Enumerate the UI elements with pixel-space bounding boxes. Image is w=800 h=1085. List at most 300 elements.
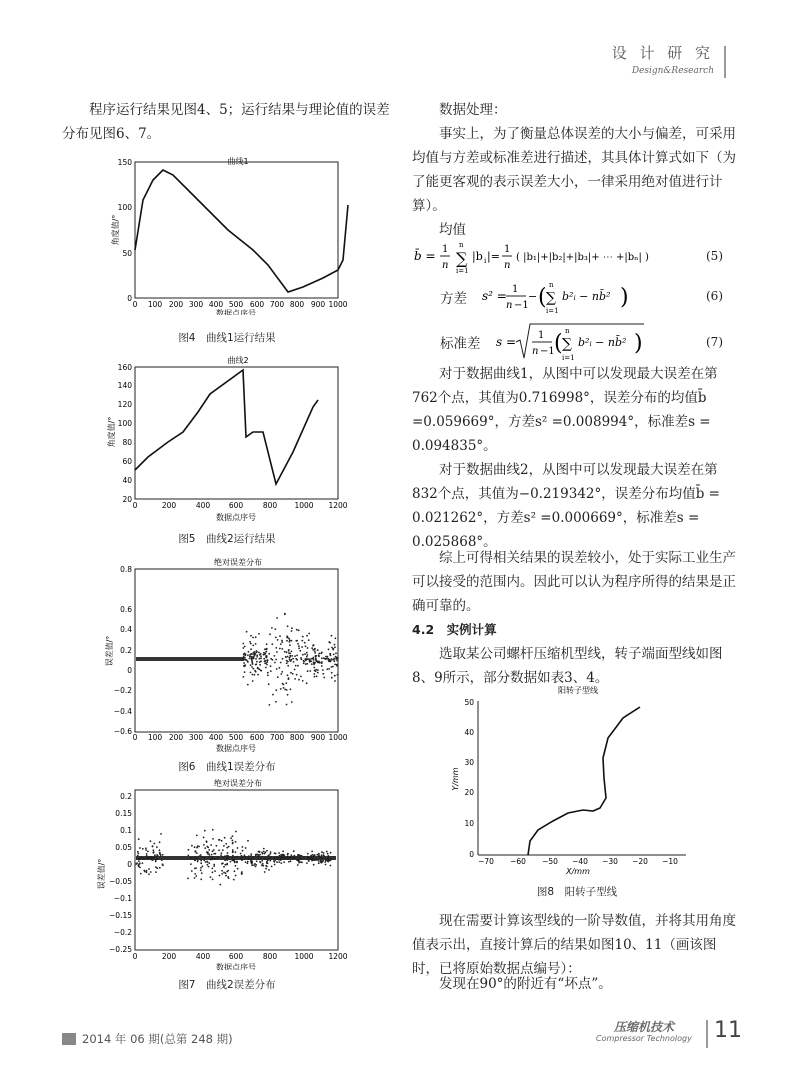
figure-6-point [260,655,262,657]
figure-7-point [270,858,272,860]
svg-text:120: 120 [117,400,132,409]
figure-6-point [274,662,276,664]
figure-7-point [310,855,312,857]
figure-7-point [152,859,154,861]
svg-text:10: 10 [464,819,474,828]
para-curve2: 对于数据曲线2，从图中可以发现最大误差在第832个点，其值为−0.219342°，误差分布均值b̄ = 0.021262°，方差s² =0.000669°，标准差s = 0.025868°。 [412,462,720,550]
figure-7-point [261,864,263,866]
figure-6-point [258,668,260,670]
figure-6-point [335,637,337,639]
footer-marker [62,1033,76,1045]
figure-6-point [266,657,268,659]
figure-6-point [293,661,295,663]
figure-7-point [283,858,285,860]
svg-text:0.2: 0.2 [120,646,132,655]
figure-6-point [322,673,324,675]
figure-7-point [271,866,273,868]
figure-6-point [249,641,251,643]
figure-7-point [142,848,144,850]
figure-6-point [333,654,335,656]
svg-text:160: 160 [117,363,132,372]
figure-7-point [306,862,308,864]
figure-7-point [221,873,223,875]
figure-7-point [191,845,193,847]
figure-7-point [301,862,303,864]
figure-6-point [311,647,313,649]
svg-text:100: 100 [147,300,163,309]
figure-6-point [281,671,283,673]
figure-7-point [245,861,247,863]
figure-7-point [223,845,225,847]
svg-text:∑: ∑ [456,249,468,268]
figure-6-point [303,661,305,663]
figure-7-point [278,861,280,863]
figure-6-point [252,645,254,647]
figure-6-dense-band [136,657,244,661]
figure-6-point [270,665,272,667]
figure-6-xlabel: 数据点序号 [216,744,256,753]
figure-6-point [328,659,330,661]
figure-6-point [314,648,316,650]
figure-7-point [297,864,299,866]
figure-6-point [304,642,306,644]
figure-6-point [309,658,311,660]
figure-7-point [325,858,327,860]
figure-6-point [301,640,303,642]
figure-6-point [280,643,282,645]
svg-text:−0.2: −0.2 [113,928,132,937]
figure-7-point [264,853,266,855]
figure-7-point [326,851,328,853]
figure-6-point [270,670,272,672]
figure-6-point [313,663,315,665]
figure-7-point [214,858,216,860]
figure-6-point [318,661,320,663]
figure-7-point [237,868,239,870]
figure-5-caption: 图5 曲线2运行结果 [178,533,276,545]
figure-7-point [141,857,143,859]
figure-6-point [287,674,289,676]
figure-7-point [248,857,250,859]
svg-text:0: 0 [127,666,132,675]
figure-7-point [159,849,161,851]
figure-7-point [153,843,155,845]
figure-7-point [215,853,217,855]
figure-6-point [311,663,313,665]
figure-6-point [336,660,338,662]
figure-6-point [250,648,252,650]
figure-7-point [268,854,270,856]
figure-7-point [253,856,255,858]
para-derivative: 现在需要计算该型线的一阶导数值，并将其用角度值表示出，直接计算后的结果如图10、11（画该图时，已将原始数据点编号）： [412,913,736,977]
figure-7-point [307,856,309,858]
svg-text:∑: ∑ [546,290,556,306]
figure-7-point [266,850,268,852]
figure-7-point [200,860,202,862]
figure-6-point [328,641,330,643]
figure-6-point [315,669,317,671]
figure-6-point [283,684,285,686]
figure-6-point [271,627,273,629]
figure-6-point [256,661,258,663]
figure-7-point [241,855,243,857]
svg-text:−0.15: −0.15 [109,911,132,920]
figure-7-point [241,859,243,861]
svg-text:|=: |= [487,250,500,263]
figure-6-point [281,648,283,650]
figure-7-point [204,830,206,832]
figure-6-point [265,651,267,653]
figure-6-point [275,637,277,639]
equation-6-number: (6) [706,289,723,303]
figure-6-point [282,658,284,660]
figure-8-chart [448,683,708,875]
figure-7-point [258,855,260,857]
figure-7-point [247,840,249,842]
equation-5 [412,238,742,278]
figure-7-point [226,863,228,865]
figure-7-point [245,847,247,849]
figure-7-point [250,853,252,855]
figure-6-point [274,655,276,657]
figure-7-point [290,858,292,860]
figure-7-point [322,857,324,859]
figure-7-title: 绝对误差分布 [214,779,262,788]
figure-6-point [252,637,254,639]
equation-6 [480,278,680,318]
figure-7-point [263,848,265,850]
figure-7-point [283,854,285,856]
figure-7-point [153,857,155,859]
figure-7-point [274,864,276,866]
figure-7-point [228,877,230,879]
svg-text:600: 600 [249,733,265,742]
figure-6-point [267,660,269,662]
figure-7-point [195,850,197,852]
figure-6-point [315,670,317,672]
svg-text:800: 800 [262,501,278,510]
figure-7-point [232,851,234,853]
figure-7-point [191,870,193,872]
svg-text:−40: −40 [572,857,588,866]
figure-7-point [227,855,229,857]
figure-6-point [329,653,331,655]
para-intro: 事实上，为了衡量总体误差的大小与偏差，可采用均值与方差或标准差进行描述，其具体计算式如下（为了能更客观的表示误差大小，一律采用绝对值进行计算）。 [412,126,736,214]
figure-7-point [218,849,220,851]
figure-6-point [309,670,311,672]
figure-6-point [266,648,268,650]
figure-6-point [288,650,290,652]
figure-7-point [210,844,212,846]
figure-6-point [286,635,288,637]
figure-7-point [144,871,146,873]
figure-6-point [295,640,297,642]
figure-7-point [300,858,302,860]
figure-7-point [159,854,161,856]
figure-7-point [256,854,258,856]
figure-7-point [222,857,224,859]
figure-7-point [240,853,242,855]
svg-text:−10: −10 [662,857,678,866]
svg-text:0.2: 0.2 [120,792,132,801]
svg-text:1: 1 [538,330,545,341]
figure-6-point [252,680,254,682]
figure-6-point [283,687,285,689]
figure-6-point [321,657,323,659]
figure-7-point [224,864,226,866]
svg-text:800: 800 [262,952,278,961]
figure-7-point [203,837,205,839]
figure-6-point [320,653,322,655]
svg-text:1200: 1200 [328,501,348,510]
figure-7-point [200,879,202,881]
figure-7-point [161,859,163,861]
figure-6-point [253,657,255,659]
figure-7-point [244,854,246,856]
svg-text:1000: 1000 [294,952,314,961]
svg-text:n: n [504,260,511,271]
figure-5 [88,352,358,524]
svg-text:400: 400 [208,733,224,742]
figure-6-point [298,679,300,681]
figure-7-point [148,873,150,875]
svg-text:−0.1: −0.1 [113,894,132,903]
figure-6-point [286,704,288,706]
figure-6-point [243,662,245,664]
figure-7-point [282,851,284,853]
figure-6-point [260,670,262,672]
svg-text:1200: 1200 [328,952,348,961]
figure-6-point [247,684,249,686]
figure-6-point [322,669,324,671]
figure-7-point [280,862,282,864]
figure-5-curve [135,370,318,484]
figure-7-point [212,850,214,852]
figure-6-point [298,629,300,631]
figure-6-chart [88,555,358,755]
figure-6-point [242,647,244,649]
figure-7-point [293,850,295,852]
figure-6-point [286,651,288,653]
figure-6 [88,555,358,755]
svg-text:−20: −20 [632,857,648,866]
figure-7-point [157,858,159,860]
figure-7-point [206,840,208,842]
figure-6-point [299,650,301,652]
para-data-processing: 数据处理： [439,102,507,118]
svg-text:i=1: i=1 [562,354,575,362]
svg-text:150: 150 [117,158,132,167]
figure-6-point [325,656,327,658]
svg-text:1: 1 [442,244,449,255]
figure-6-point [292,658,294,660]
figure-6-point [243,676,245,678]
figure-6-point [317,669,319,671]
svg-text:0.4: 0.4 [120,625,132,634]
figure-7-point [220,854,222,856]
figure-6-point [335,658,337,660]
figure-6-point [263,658,265,660]
figure-7-point [156,854,158,856]
figure-6-point [256,654,258,656]
figure-6-point [302,680,304,682]
figure-7-point [261,860,263,862]
figure-7-point [287,854,289,856]
figure-4-caption: 图4 曲线1运行结果 [178,332,276,344]
figure-7-point [139,867,141,869]
figure-7-point [212,838,214,840]
figure-6-point [266,643,268,645]
figure-6-point [244,664,246,666]
svg-text:1: 1 [504,244,511,255]
figure-6-point [333,658,335,660]
figure-7-point [152,852,154,854]
figure-6-ylabel: 误差值/° [105,635,114,667]
figure-7-point [162,864,164,866]
figure-8-curve [528,707,640,855]
figure-6-point [286,662,288,664]
figure-6-point [249,656,251,658]
figure-7-point [242,850,244,852]
svg-text:800: 800 [289,733,305,742]
figure-6-point [290,688,292,690]
figure-7-point [237,847,239,849]
figure-6-point [291,701,293,703]
figure-7-point [327,853,329,855]
figure-6-point [289,641,291,643]
figure-7-point [211,858,213,860]
figure-7-point [235,851,237,853]
figure-6-point [337,674,339,676]
figure-7-point [311,851,313,853]
figure-7-point [268,869,270,871]
svg-text:0: 0 [127,294,132,303]
figure-7-point [227,857,229,859]
figure-6-point [318,656,320,658]
figure-7-point [256,860,258,862]
figure-6-point [334,664,336,666]
figure-6-point [252,674,254,676]
figure-7-point [154,854,156,856]
figure-6-point [315,655,317,657]
svg-text:900: 900 [310,300,326,309]
header-divider [724,46,726,78]
figure-7-point [194,846,196,848]
figure-7-point [232,835,234,837]
figure-7-point [321,851,323,853]
figure-7-point [207,864,209,866]
figure-7-point [196,835,198,837]
svg-text:40: 40 [122,476,132,485]
figure-7-point [222,849,224,851]
section-4-2-heading: 4.2 实例计算 [412,622,497,637]
figure-7-point [277,858,279,860]
figure-6-point [314,650,316,652]
equation-5-number: (5) [706,249,723,263]
figure-7-point [298,861,300,863]
figure-6-point [309,661,311,663]
figure-7-point [275,856,277,858]
figure-7-point [155,859,157,861]
svg-text:20: 20 [122,495,132,504]
svg-text:50: 50 [464,698,474,707]
figure-6-point [313,661,315,663]
figure-7-point [330,858,332,860]
figure-7-point [224,859,226,861]
figure-7-point [232,840,234,842]
svg-text:n: n [442,260,449,271]
figure-6-point [285,682,287,684]
svg-text:1000: 1000 [328,733,348,742]
figure-6-point [301,646,303,648]
figure-7-point [316,854,318,856]
figure-7-point [235,831,237,833]
figure-6-point [274,628,276,630]
figure-6-point [306,652,308,654]
footer-journal-logo: 压缩机技术 [614,1020,675,1034]
figure-7-point [209,855,211,857]
figure-6-point [294,655,296,657]
svg-text:800: 800 [289,300,305,309]
figure-6-point [298,645,300,647]
figure-7-point [138,853,140,855]
figure-6-point [271,643,273,645]
figure-7-point [208,849,210,851]
svg-text:−0.05: −0.05 [109,877,132,886]
figure-6-point [314,652,316,654]
figure-6-point [289,655,291,657]
figure-6-point [291,630,293,632]
figure-7-point [226,847,228,849]
svg-text:60: 60 [122,457,132,466]
figure-6-point [279,648,281,650]
figure-6-point [254,674,256,676]
figure-6-point [255,643,257,645]
figure-6-point [304,653,306,655]
figure-6-point [294,678,296,680]
figure-6-point [263,652,265,654]
figure-7-point [205,861,207,863]
figure-6-point [331,672,333,674]
figure-7-caption: 图7 曲线2误差分布 [178,979,276,991]
figure-7-point [255,866,257,868]
figure-6-point [250,635,252,637]
figure-7-point [280,856,282,858]
figure-7-point [146,853,148,855]
figure-6-point [335,652,337,654]
svg-text:400: 400 [195,952,211,961]
figure-7-point [318,862,320,864]
figure-7-point [187,878,189,880]
figure-7-point [251,865,253,867]
figure-7-point [241,872,243,874]
figure-7-point [200,869,202,871]
figure-7-point [156,867,158,869]
figure-6-point [328,649,330,651]
figure-7-point [265,865,267,867]
svg-text:200: 200 [161,952,177,961]
figure-6-point [277,639,279,641]
svg-text:n: n [506,300,513,311]
svg-text:0.6: 0.6 [120,605,132,614]
svg-text:0.1: 0.1 [120,826,132,835]
figure-6-point [305,645,307,647]
svg-text:600: 600 [228,952,244,961]
figure-7-point [327,857,329,859]
figure-6-point [287,665,289,667]
figure-6-point [276,651,278,653]
figure-6-title: 绝对误差分布 [214,558,262,567]
